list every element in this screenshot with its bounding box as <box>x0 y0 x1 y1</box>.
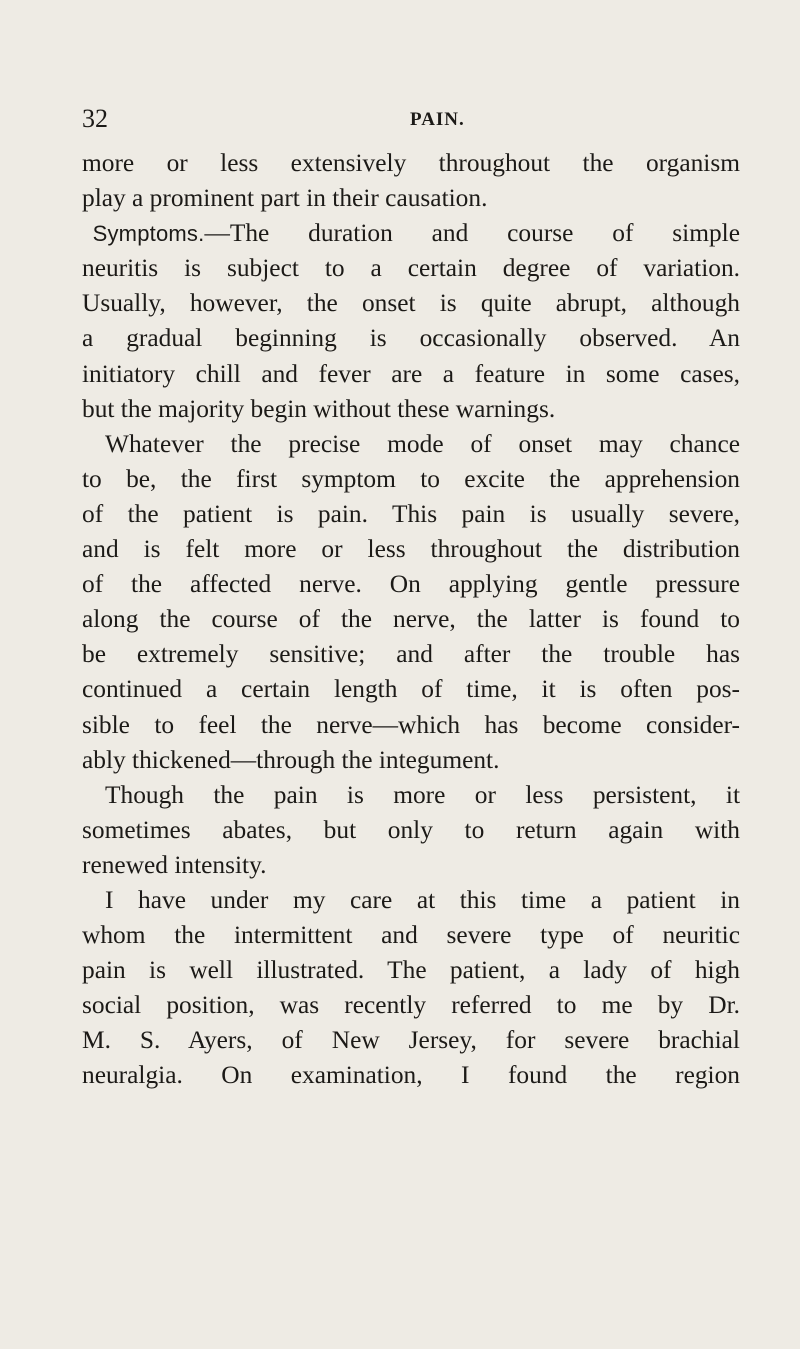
text-line: of the affected nerve. On applying gentle pressure <box>82 570 740 599</box>
text-line: continued a certain length of time, it is often pos- <box>82 675 740 704</box>
text-line: renewed intensity. <box>82 850 267 879</box>
paragraph-onset <box>82 427 740 778</box>
paragraph-symptoms <box>82 216 740 427</box>
text-line: Whatever the precise mode of onset may chance <box>105 429 740 458</box>
symptoms-subheading: Symptoms. <box>92 221 205 247</box>
text-line: neuralgia. On examination, I found the region <box>82 1061 740 1090</box>
text-line: and is felt more or less throughout the distribution <box>82 535 740 564</box>
text-line: M. S. Ayers, of New Jersey, for severe brachial <box>82 1026 740 1055</box>
text-line: ably thickened—through the integument. <box>82 745 500 774</box>
text-line: Usually, however, the onset is quite abrupt, although <box>82 289 740 318</box>
page-header <box>82 104 742 134</box>
text-line: be extremely sensitive; and after the trouble has <box>82 640 740 669</box>
text-line: more or less extensively throughout the organism <box>82 149 740 177</box>
text-line: whom the intermittent and severe type of neuritic <box>82 921 740 950</box>
text-line: Though the pain is more or less persistent, it <box>105 780 740 809</box>
text-line: but the majority begin without these warnings. <box>82 394 556 423</box>
text-line: sometimes abates, but only to return again with <box>82 815 740 844</box>
text-line: play a prominent part in their causation. <box>82 184 488 213</box>
text-line <box>82 216 740 251</box>
paragraph-case <box>82 883 740 1094</box>
text-line: of the patient is pain. This pain is usually severe, <box>82 499 740 528</box>
body-text <box>82 146 740 1094</box>
text-line: initiatory chill and fever are a feature in some cases, <box>82 359 740 388</box>
page-number: 32 <box>82 104 108 133</box>
text-line: social position, was recently referred to me by Dr. <box>82 991 740 1020</box>
text-line: neuritis is subject to a certain degree of variation. <box>82 254 740 283</box>
text-line: along the course of the nerve, the latter is found to <box>82 605 740 634</box>
running-title: PAIN. <box>410 109 465 130</box>
paragraph-persistence <box>82 778 740 883</box>
text-line: to be, the first symptom to excite the apprehension <box>82 464 740 493</box>
text-line: sible to feel the nerve—which has become consider- <box>82 710 740 739</box>
text-line: a gradual beginning is occasionally observed. An <box>82 324 740 353</box>
text-line: I have under my care at this time a patient in <box>105 885 740 914</box>
text-line-fragment: —The duration and course of simple <box>204 219 740 248</box>
paragraph-continuation <box>82 146 740 216</box>
text-line: pain is well illustrated. The patient, a lady of high <box>82 956 740 985</box>
